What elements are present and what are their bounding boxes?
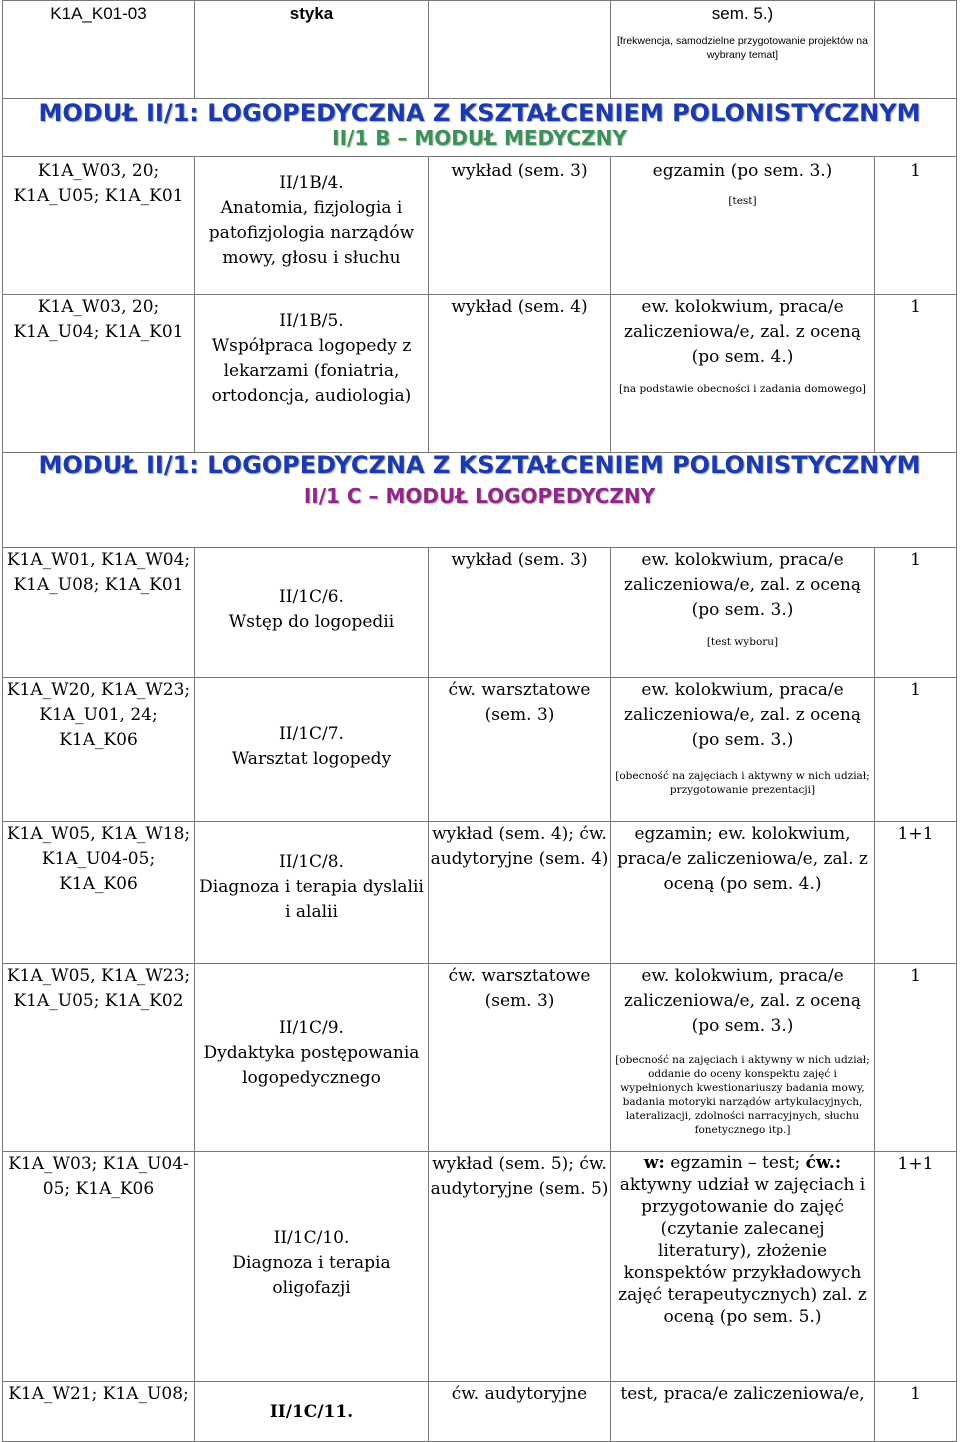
assessment-note: [na podstawie obecności i zadania domowego]: [618, 383, 867, 395]
course-name: Anatomia, fizjologia i patofizjologia narządów mowy, głosu i słuchu: [208, 198, 415, 268]
course-form-cell: wykład (sem. 4); ćw. audytoryjne (sem. 4): [429, 822, 611, 964]
ects-cell: 1: [875, 1382, 957, 1442]
table-row: [3, 157, 957, 295]
assessment-note: [test wyboru]: [706, 636, 779, 648]
assessment-text: sem. 5.): [711, 4, 774, 23]
learning-outcomes-cell: K1A_W05, K1A_W23; K1A_U05; K1A_K02: [3, 964, 195, 1152]
table-row: [3, 1, 957, 99]
course-form-cell: wykład (sem. 5); ćw. audytoryjne (sem. 5): [429, 1152, 611, 1382]
assessment-cell: [611, 1382, 875, 1442]
assessment-text: ew. kolokwium, praca/e zaliczeniowa/e, zal. z oceną (po sem. 3.): [623, 550, 861, 620]
module-subtitle: II/1 C – MODUŁ LOGOPEDYCZNY: [303, 484, 656, 508]
module-header-row: [3, 99, 957, 157]
course-code: II/1C/10.: [273, 1228, 350, 1248]
learning-outcomes-cell: K1A_W21; K1A_U08;: [3, 1382, 195, 1442]
assessment-cell: [611, 1152, 875, 1382]
assessment-cell: [611, 678, 875, 822]
course-name: Współpraca logopedy z lekarzami (foniatria, ortodoncja, audiologia): [211, 336, 412, 406]
assessment-cell: [611, 1, 875, 99]
learning-outcomes-cell: K1A_W20, K1A_W23; K1A_U01, 24; K1A_K06: [3, 678, 195, 822]
course-form-cell: ćw. audytoryjne: [429, 1382, 611, 1442]
course-name: Diagnoza i terapia dyslalii i alalii: [199, 877, 424, 922]
assessment-note: [obecność na zajęciach i aktywny w nich udział; przygotowanie prezentacji]: [615, 770, 870, 796]
course-code: II/1C/8.: [279, 852, 344, 872]
table-row: [3, 822, 957, 964]
course-code: II/1C/9.: [279, 1018, 344, 1038]
course-form-cell: wykład (sem. 4): [429, 295, 611, 453]
assessment-lecture-text: egzamin – test;: [670, 1153, 801, 1173]
curriculum-table: [2, 0, 957, 1442]
course-name-cell: [195, 678, 429, 822]
module-header: [3, 453, 957, 548]
assessment-cell: [611, 548, 875, 678]
course-name-cell: [195, 822, 429, 964]
table-row: [3, 678, 957, 822]
ects-cell: 1: [875, 295, 957, 453]
course-code: II/1C/7.: [279, 724, 344, 744]
assessment-text: ew. kolokwium, praca/e zaliczeniowa/e, zal. z oceną (po sem. 3.): [623, 680, 861, 750]
ects-cell: 1+1: [875, 1152, 957, 1382]
course-name: Diagnoza i terapia oligofazji: [232, 1253, 391, 1298]
assessment-text: egzamin; ew. kolokwium, praca/e zaliczeniowa/e, zal. z oceną (po sem. 4.): [617, 824, 868, 894]
assessment-cell: [611, 822, 875, 964]
course-form-cell: ćw. warsztatowe (sem. 3): [429, 964, 611, 1152]
course-name-cell: [195, 964, 429, 1152]
ects-cell: 1+1: [875, 822, 957, 964]
learning-outcomes-cell: K1A_W03, 20; K1A_U05; K1A_K01: [3, 157, 195, 295]
course-form-cell: wykład (sem. 3): [429, 157, 611, 295]
assessment-note: [obecność na zajęciach i aktywny w nich udział; oddanie do oceny konspektu zajęć i wypełnionych kwestionariuszy badania mowy, badania motoryki narządów artykulacyjnych, lateralizacji, zdolności narracyjnych, słuchu fonetycznego itp.]: [615, 1054, 870, 1136]
ects-cell: 1: [875, 157, 957, 295]
learning-outcomes-cell: K1A_W03; K1A_U04-05; K1A_K06: [3, 1152, 195, 1382]
learning-outcomes-cell: K1A_K01-03: [3, 1, 195, 99]
module-subtitle: II/1 B – MODUŁ MEDYCZNY: [332, 126, 627, 150]
learning-outcomes-cell: K1A_W01, K1A_W04; K1A_U08; K1A_K01: [3, 548, 195, 678]
module-title: MODUŁ II/1: LOGOPEDYCZNA Z KSZTAŁCENIEM POLONISTYCZNYM: [38, 451, 921, 479]
assessment-text: ew. kolokwium, praca/e zaliczeniowa/e, zal. z oceną (po sem. 3.): [623, 966, 861, 1036]
course-name: Dydaktyka postępowania logopedycznego: [203, 1043, 420, 1088]
course-name-cell: [195, 1152, 429, 1382]
assessment-cell: [611, 295, 875, 453]
assessment-note: [frekwencja, samodzielne przygotowanie projektów na wybrany temat]: [617, 35, 868, 61]
assessment-note: [test]: [728, 195, 757, 207]
ects-cell: 1: [875, 678, 957, 822]
assessment-exercise-label: ćw.:: [805, 1153, 842, 1173]
course-name: Wstęp do logopedii: [228, 612, 395, 632]
table-row: [3, 1152, 957, 1382]
course-name-cell: [195, 1382, 429, 1442]
course-code: II/1C/11.: [269, 1402, 354, 1422]
module-title: MODUŁ II/1: LOGOPEDYCZNA Z KSZTAŁCENIEM POLONISTYCZNYM: [38, 99, 921, 127]
course-form-cell: ćw. warsztatowe (sem. 3): [429, 678, 611, 822]
table-row: [3, 964, 957, 1152]
course-name-cell: styka: [195, 1, 429, 99]
course-name-cell: [195, 157, 429, 295]
assessment-exercise-text: aktywny udział w zajęciach i przygotowanie do zajęć (czytanie zalecanej literatury), złożenie konspektów przykładowych zajęć terapeutycznych) zal. z oceną (po sem. 5.): [618, 1175, 867, 1327]
table-row: [3, 548, 957, 678]
course-form-cell: wykład (sem. 3): [429, 548, 611, 678]
learning-outcomes-cell: K1A_W05, K1A_W18; K1A_U04-05; K1A_K06: [3, 822, 195, 964]
ects-cell: [875, 1, 957, 99]
course-code: II/1B/5.: [279, 311, 344, 331]
ects-cell: 1: [875, 548, 957, 678]
assessment-cell: [611, 157, 875, 295]
course-code: II/1C/6.: [279, 587, 344, 607]
module-header-row: [3, 453, 957, 548]
course-name-cell: [195, 548, 429, 678]
module-header: [3, 99, 957, 157]
assessment-cell: [611, 964, 875, 1152]
course-name: Warsztat logopedy: [231, 749, 392, 769]
course-code: II/1B/4.: [279, 173, 344, 193]
assessment-lecture-label: w:: [643, 1153, 665, 1173]
assessment-text: test, praca/e zaliczeniowa/e,: [620, 1384, 865, 1404]
table-row: [3, 1382, 957, 1442]
assessment-text: egzamin (po sem. 3.): [652, 161, 833, 181]
learning-outcomes-cell: K1A_W03, 20; K1A_U04; K1A_K01: [3, 295, 195, 453]
assessment-text: ew. kolokwium, praca/e zaliczeniowa/e, zal. z oceną (po sem. 4.): [623, 297, 861, 367]
table-row: [3, 295, 957, 453]
course-form-cell: [429, 1, 611, 99]
course-name-cell: [195, 295, 429, 453]
ects-cell: 1: [875, 964, 957, 1152]
